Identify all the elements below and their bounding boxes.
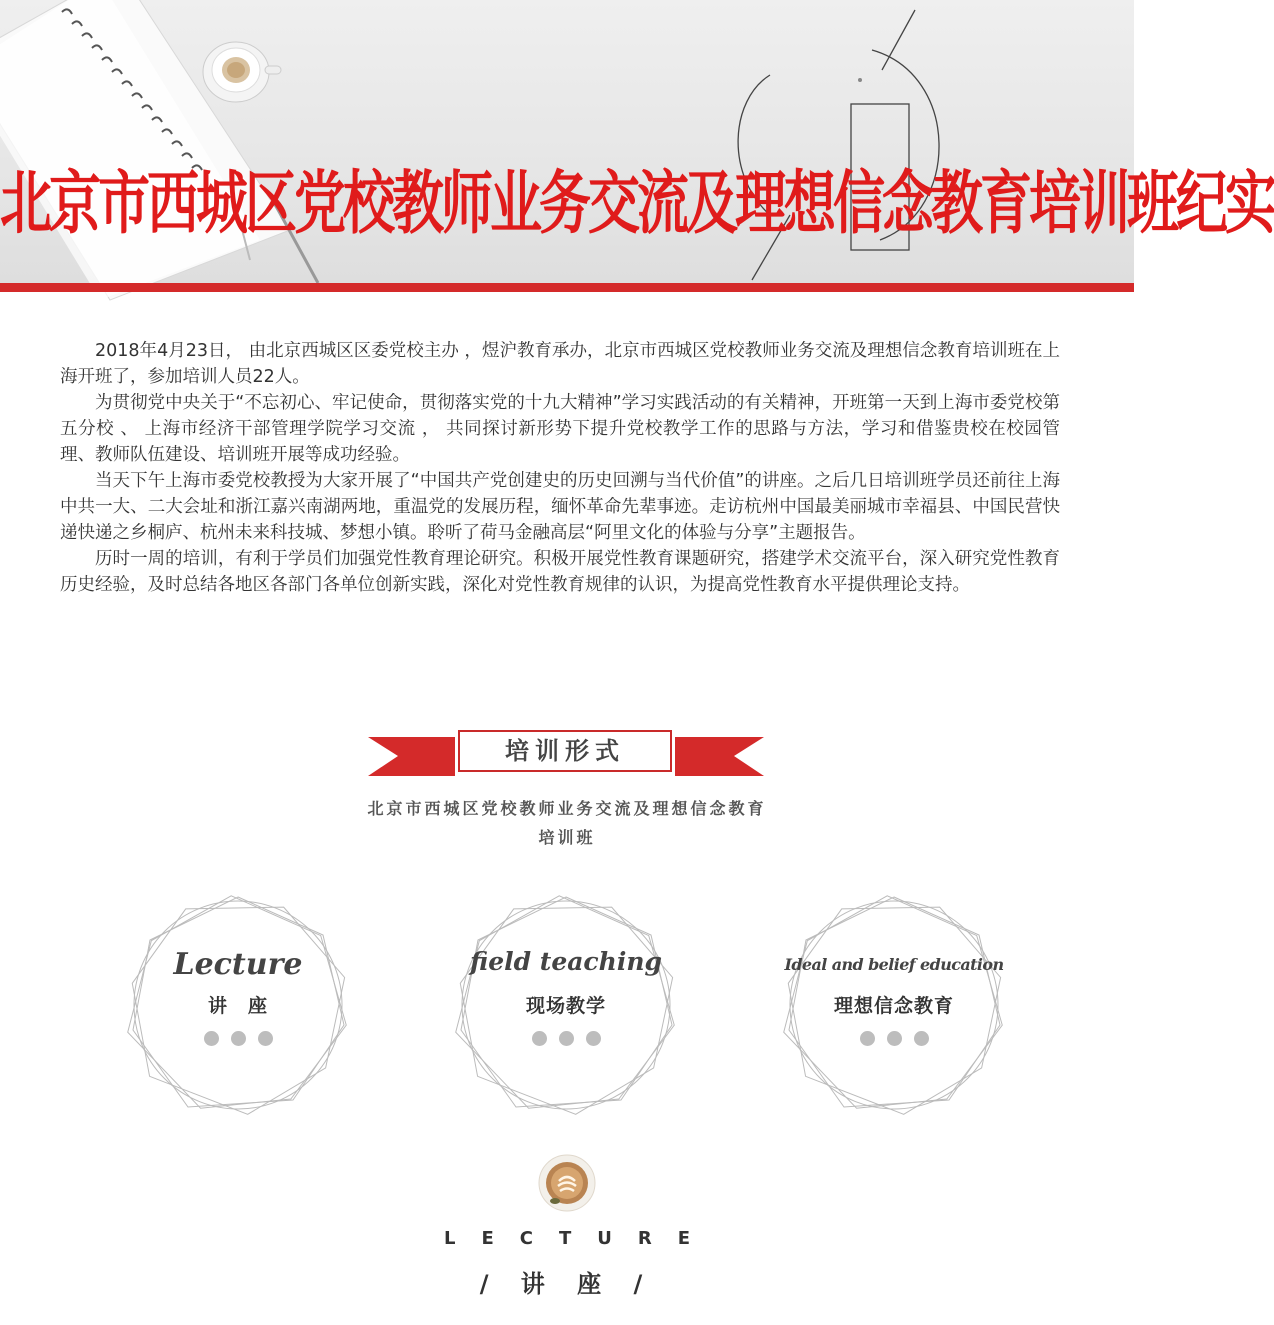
intro-paragraph: 为贯彻党中央关于“不忘初心、牢记使命，贯彻落实党的十九大精神”学习实践活动的有关精神，开班第一天到上海市委党校第五分校 、 上海市经济干部管理学院学习交流 ， 共同探讨新形势下提升党校教学工作的思路与方法，学习和借鉴贵校在校园管理、教师队伍建设、培训班开展等成功经验。	[60, 393, 1060, 465]
coffee-latte-icon	[537, 1153, 597, 1213]
ribbon-right	[675, 737, 764, 776]
dots-indicator	[456, 1031, 676, 1046]
dots-indicator	[784, 1031, 1004, 1046]
page-title: 北京市西城区党校教师业务交流及理想信念教育培训班纪实	[0, 165, 1274, 245]
section-heading: 培训形式	[458, 730, 672, 772]
format-en-label: field teaching	[470, 947, 662, 976]
header-banner	[0, 0, 1274, 283]
format-card-lecture	[128, 895, 348, 1115]
format-card-ideal-belief	[784, 895, 1004, 1115]
subtitle-line: 北京市西城区党校教师业务交流及理想信念教育	[367, 799, 767, 818]
intro-paragraph: 当天下午上海市委党校教授为大家开展了“中国共产党创建史的历史回溯与当代价值”的讲座。之后几日培训班学员还前往上海中共一大、二大会址和浙江嘉兴南湖两地，重温党的发展历程，缅怀革命先辈事迹。走访杭州中国最美丽城市幸福县、中国民营快递快递之乡桐庐、杭州未来科技城、梦想小镇。聆听了荷马金融高层“阿里文化的体验与分享”主题报告。	[60, 471, 1060, 543]
ribbon-left	[368, 737, 455, 776]
format-card-field-teaching	[456, 895, 676, 1115]
format-cn-label: 讲 座	[207, 995, 268, 1017]
lecture-cn-heading: / 讲 座 /	[479, 1270, 655, 1298]
dots-indicator	[128, 1031, 348, 1046]
section-subtitle	[0, 794, 1134, 852]
banner-accent-bar	[0, 283, 1134, 292]
subtitle-line: 培训班	[538, 828, 596, 847]
format-cn-label: 现场教学	[525, 995, 606, 1017]
lecture-en-heading: LECTURE	[443, 1228, 717, 1249]
coffee-cup-icon	[203, 42, 281, 102]
intro-paragraph: 历时一周的培训，有利于学员们加强党性教育理论研究。积极开展党性教育课题研究，搭建学术交流平台，深入研究党性教育历史经验，及时总结各地区各部门各单位创新实践，深化对党性教育规律的认识，为提高党性教育水平提供理论支持。	[60, 549, 1060, 595]
format-en-label: Ideal and belief education	[784, 955, 1004, 974]
intro-paragraph: 2018年4月23日， 由北京西城区区委党校主办 ，煜沪教育承办，北京市西城区党校教师业务交流及理想信念教育培训班在上海开班了，参加培训人员22人。	[60, 341, 1060, 387]
format-cn-label: 理想信念教育	[833, 995, 954, 1017]
format-en-label: Lecture	[173, 947, 303, 982]
intro-text	[60, 338, 1060, 598]
